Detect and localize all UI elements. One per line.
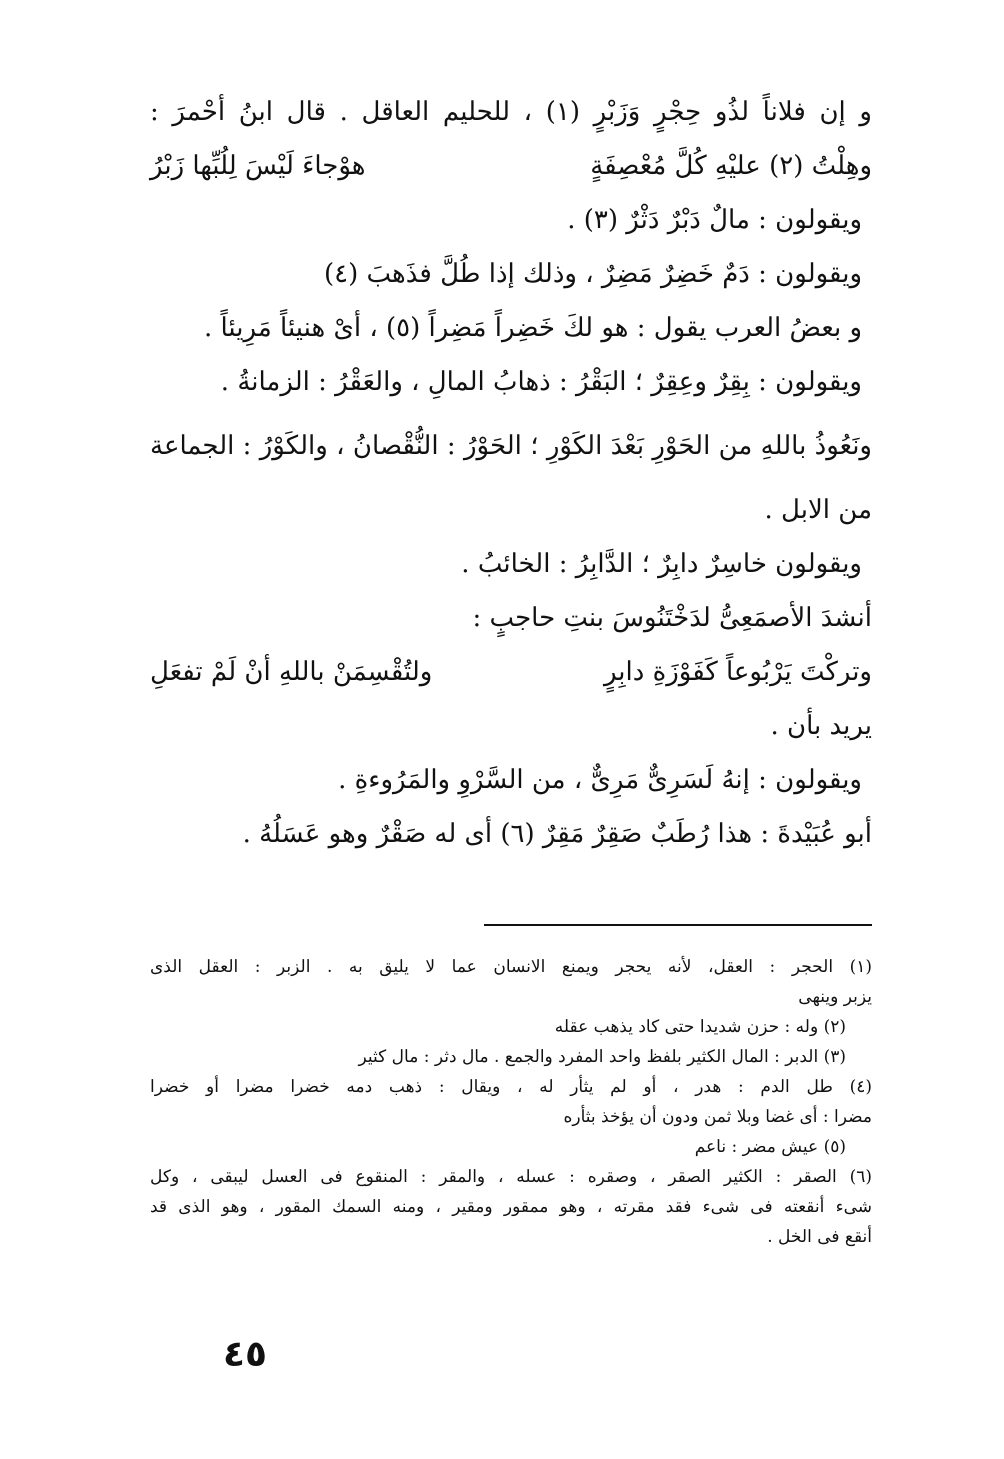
text-line: من الابل . <box>764 495 872 525</box>
text-line: و بعضُ العرب يقول : هو لكَ خَضِراً مَضِراً (٥) ، أىْ هنيئاً مَرِيئاً . <box>203 313 862 343</box>
footnote-line: مضرا : أى غضا وبلا ثمن ودون أن يؤخذ بثأره <box>563 1107 872 1127</box>
page-number: ٤٥ <box>223 1334 267 1375</box>
text-line: ويقولون : دَمٌ خَضِرٌ مَضِرٌ ، وذلك إذا طُلَّ فذَهبَ (٤) <box>323 259 862 289</box>
text-line: و إن فلاناً لذُو حِجْرٍ وَزَبْرٍ (١) ، للحليم العاقل . قال ابنُ أحْمرَ : <box>150 97 872 127</box>
footnote-line: (١) الحجر : العقل، لأنه يحجر ويمنع الانسان عما لا يليق به . الزبر : العقل الذى <box>150 957 872 977</box>
footnote-separator <box>484 924 872 926</box>
verse-left-hemistich: ولتُقْسِمَنْ باللهِ أنْ لَمْ تفعَلِ <box>150 657 433 687</box>
footnotes <box>150 952 872 1252</box>
text-line: ويقولون : بِقِرٌ وعِقِرٌ ؛ البَقْرُ : ذهابُ المالِ ، والعَقْرُ : الزمانةُ . <box>220 367 862 397</box>
footnote-line: (٣) الدبر : المال الكثير بلفظ واحد المفرد والجمع . مال دثر : مال كثير <box>358 1047 846 1067</box>
footnote-line: شىء أنقعته فى شىء فقد مقرته ، وهو ممقور ومقير ، ومنه السمك المقور ، وهو الذى قد <box>150 1197 872 1217</box>
footnote-line: (٢) وله : حزن شديدا حتى كاد يذهب عقله <box>554 1017 846 1037</box>
main-text <box>150 85 872 861</box>
verse-left-hemistich: هوْجاءَ لَيْسَ لِلُبِّها زَبْرُ <box>150 151 366 181</box>
verse-right-hemistich: وهِلْتُ (٢) عليْهِ كُلَّ مُعْصِفَةٍ <box>590 151 872 181</box>
text-line: ويقولون : إنهُ لَسَرِىٌّ مَرِىٌّ ، من السَّرْوِ والمَرُوءةِ . <box>338 765 862 795</box>
text-line: ويقولون : مالٌ دَبْرٌ دَثْرٌ (٣) . <box>567 205 862 235</box>
footnote-line: يزبر وينهى <box>798 987 872 1007</box>
text-line: يريد بأن . <box>770 711 872 741</box>
text-line: ويقولون خاسِرٌ دابِرٌ ؛ الدَّابِرُ : الخائبُ . <box>461 549 862 579</box>
text-line: أبو عُبَيْدةَ : هذا رُطَبٌ صَقِرٌ مَقِرٌ (٦) أى له صَقْرٌ وهو عَسَلُهُ . <box>242 819 872 849</box>
text-line: ونَعُوذُ باللهِ من الحَوْرِ بَعْدَ الكَوْرِ ؛ الحَوْرُ : النُّقْصانُ ، والكَوْرُ : الجماعة <box>150 431 872 461</box>
verse-right-hemistich: وتركْتَ يَرْبُوعاً كَفَوْزَةِ دابِرٍ <box>603 657 872 687</box>
poem-verse <box>150 645 872 699</box>
footnote-line: أنقع فى الخل . <box>767 1227 872 1247</box>
footnote-line: (٤) طل الدم : هدر ، أو لم يثأر له ، ويقال : ذهب دمه خضرا مضرا أو خضرا <box>150 1077 872 1097</box>
poem-verse <box>150 139 872 193</box>
footnote-line: (٦) الصقر : الكثير الصقر ، وصقره : عسله ، والمقر : المنقوع فى العسل ليبقى ، وكل <box>150 1167 872 1187</box>
text-line: أنشدَ الأصمَعِىُّ لدَخْتَنُوسَ بنتِ حاجبٍ : <box>472 603 872 633</box>
footnote-line: (٥) عيش مضر : ناعم <box>694 1137 846 1157</box>
